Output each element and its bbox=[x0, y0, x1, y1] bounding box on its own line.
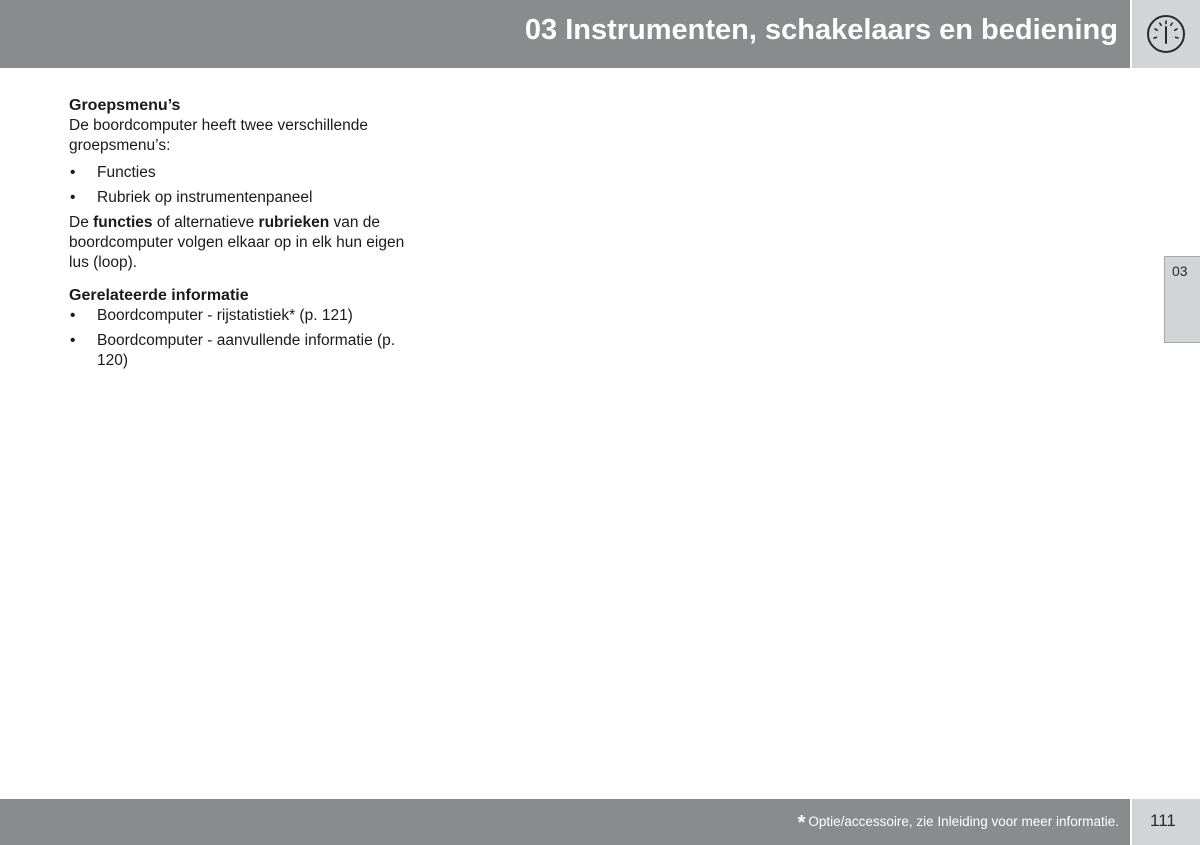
bullet-icon: • bbox=[70, 332, 76, 349]
related-link-text[interactable]: Boordcomputer - rijstatistiek* (p. 121) bbox=[97, 307, 353, 324]
related-link-item[interactable] bbox=[69, 306, 409, 326]
menu-list bbox=[69, 163, 409, 208]
page-number: 111 bbox=[1150, 811, 1176, 830]
list-item bbox=[69, 188, 409, 208]
list-item-text: Rubriek op instrumentenpaneel bbox=[97, 189, 313, 206]
footnote bbox=[798, 812, 1119, 835]
side-tab-label: 03 bbox=[1172, 263, 1188, 279]
page-number-box bbox=[1132, 799, 1200, 845]
chapter-title: 03 Instrumenten, schakelaars en bediening bbox=[524, 14, 1118, 46]
list-item-text: Functies bbox=[97, 164, 156, 181]
footnote-star: * bbox=[797, 812, 806, 834]
footnote-text: Optie/accessoire, zie Inleiding voor meer informatie. bbox=[808, 814, 1119, 829]
chapter-icon-box bbox=[1132, 0, 1200, 68]
text-run: van de boordcomputer volgen elkaar op in elk hun eigen lus (loop). bbox=[69, 214, 405, 271]
related-link-text[interactable]: Boordcomputer - aanvullende informatie (p. 120) bbox=[97, 332, 396, 369]
bullet-icon: • bbox=[70, 189, 76, 206]
text-run: of alternatieve bbox=[152, 214, 259, 231]
section-heading-related-info: Gerelateerde informatie bbox=[69, 287, 249, 304]
content-column bbox=[69, 96, 409, 371]
bold-term-functies: functies bbox=[93, 214, 153, 231]
bold-term-rubrieken: rubrieken bbox=[258, 214, 330, 231]
footer-bar bbox=[0, 799, 1130, 845]
bullet-icon: • bbox=[70, 164, 76, 181]
section-heading-groepsmenus: Groepsmenu’s bbox=[69, 97, 181, 114]
related-links-list bbox=[69, 306, 409, 371]
speedometer-gauge-icon bbox=[1145, 13, 1187, 55]
list-item bbox=[69, 163, 409, 183]
related-link-item[interactable] bbox=[69, 331, 409, 371]
text-run: De bbox=[69, 214, 94, 231]
explanation-paragraph bbox=[69, 213, 409, 273]
intro-paragraph: De boordcomputer heeft twee verschillende groepsmenu’s: bbox=[69, 117, 368, 154]
chapter-side-tab bbox=[1164, 256, 1200, 343]
header-bar bbox=[0, 0, 1130, 68]
bullet-icon: • bbox=[70, 307, 76, 324]
